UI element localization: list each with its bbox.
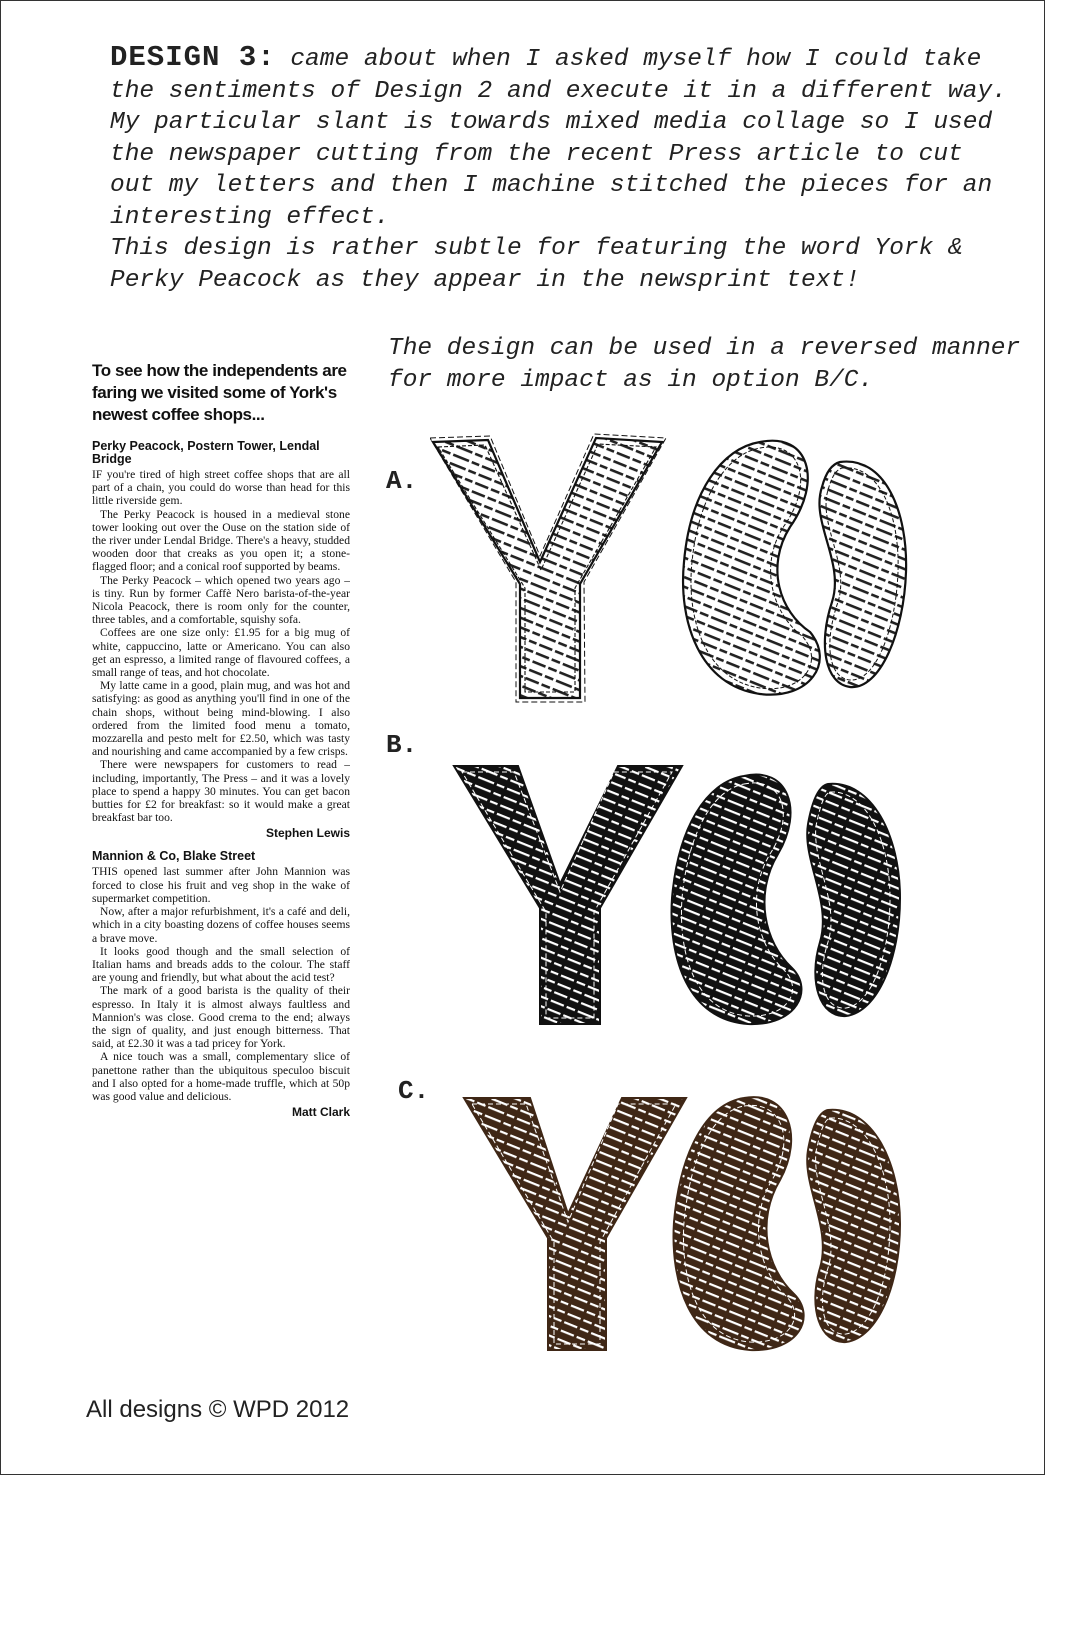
clipping-paragraph: My latte came in a good, plain mug, and was hot and satisfying: as good as anything you'll find in one of the chain shops, without being mind-blowing. I also ordered from the limited food menu a tomato, mozzarella and pesto melt for £2.50, which was tasty and nourishing and came accompanied by a few crisps.: [92, 679, 350, 759]
letter-y: [454, 766, 682, 1024]
design-description-text-2: This design is rather subtle for featuring the word York & Perky Peacock as they appear in the newsprint text!: [110, 235, 963, 294]
clipping-paragraph: The Perky Peacock – which opened two years ago – is tiny. Run by former Caffè Nero barista-of-the-year Nicola Peacock, there is room only for the counter, three tables, and a comfortable, squishy sofa.: [92, 573, 350, 627]
clipping-section-mannion: [92, 850, 350, 1119]
clipping-paragraph: THIS opened last summer after John Mannion was forced to close his fruit and veg shop in the wake of supermarket competition.: [92, 865, 350, 905]
clipping-paragraph: The Perky Peacock is housed in a medieval stone tower looking out over the Ouse on the station side of the river under Lendal Bridge. There's a heavy, studded wooden door that creaks as you open it; a stone-flagged floor; and a conical roof supported by beams.: [92, 507, 350, 574]
clipping-paragraph: Now, after a major refurbishment, it's a café and deli, which in a city boasting dozens of coffee houses seems a brave move.: [92, 905, 350, 945]
design-description-text: came about when I asked myself how I could take the sentiments of Design 2 and execute it in a different way. My particular slant is towards mixed media collage so I used the newspaper cutting from the recent Press article to cut out my letters and then I machine stitched the pieces for an interesting effect.: [110, 46, 1007, 231]
coffee-bean-o: [683, 441, 906, 695]
clipping-paragraph: IF you're tired of high street coffee shops that are all part of a chain, you could do worse than head for this little riverside gem.: [92, 468, 350, 508]
clipping-headline: To see how the independents are faring we visited some of York's newest coffee shops...: [92, 361, 347, 424]
design-description: [110, 42, 1010, 296]
option-a-label: A.: [386, 466, 418, 496]
design-label: DESIGN 3:: [110, 41, 276, 74]
copyright-credit: All designs © WPD 2012: [86, 1396, 350, 1423]
option-c-label: C.: [398, 1076, 430, 1106]
option-b-label: B.: [386, 730, 418, 760]
clipping-subhead: Perky Peacock, Postern Tower, Lendal Bridge: [92, 439, 320, 466]
clipping-paragraph: The mark of a good barista is the quality of their espresso. In Italy it is almost always faultless and Mannion's was close. Good crema to the end; always the sign of quality, and just enough bitterness. That said, at £2.30 it was a tad pricey for York.: [92, 984, 350, 1051]
reverse-note: The design can be used in a reversed manner for more impact as in option B/C.: [388, 335, 1021, 394]
clipping-paragraph: Coffees are one size only: £1.95 for a big mug of white, cappuccino, latte or Americano. You can also get an espresso, a limited range of flavoured coffees, a small range of teas, and hot chocolate.: [92, 626, 350, 680]
newspaper-clipping: [92, 360, 350, 1642]
coffee-bean-o: [672, 775, 900, 1025]
clipping-paragraph: There were newspapers for customers to read – including, importantly, The Press – and it was a lovely place to spend a happy 30 minutes. You can get bacon butties for £2 for breakfast: so it would make a great breakfast bar too.: [92, 758, 350, 825]
option-c-yo-design: [462, 1092, 922, 1356]
option-b-yo-design: [452, 762, 920, 1032]
clipping-subhead: Mannion & Co, Blake Street: [92, 849, 256, 864]
clipping-section-perky-peacock: [92, 440, 350, 840]
option-a-yo-design: [430, 432, 920, 710]
clipping-paragraph: It looks good though and the small selection of Italian hams and breads adds to the colour. The staff are young and friendly, but what about the acid test?: [92, 944, 350, 985]
letter-y: [464, 1098, 686, 1350]
clipping-byline: Matt Clark: [291, 1105, 350, 1120]
letter-y: [430, 434, 666, 702]
clipping-byline: Stephen Lewis: [265, 826, 350, 841]
clipping-paragraph: A nice touch was a small, complementary slice of panettone rather than the ubiquitous speculoo biscuit and I also opted for a home-made truffle, which at 50p was good value and delicious.: [92, 1050, 350, 1103]
coffee-bean-o: [674, 1097, 900, 1350]
